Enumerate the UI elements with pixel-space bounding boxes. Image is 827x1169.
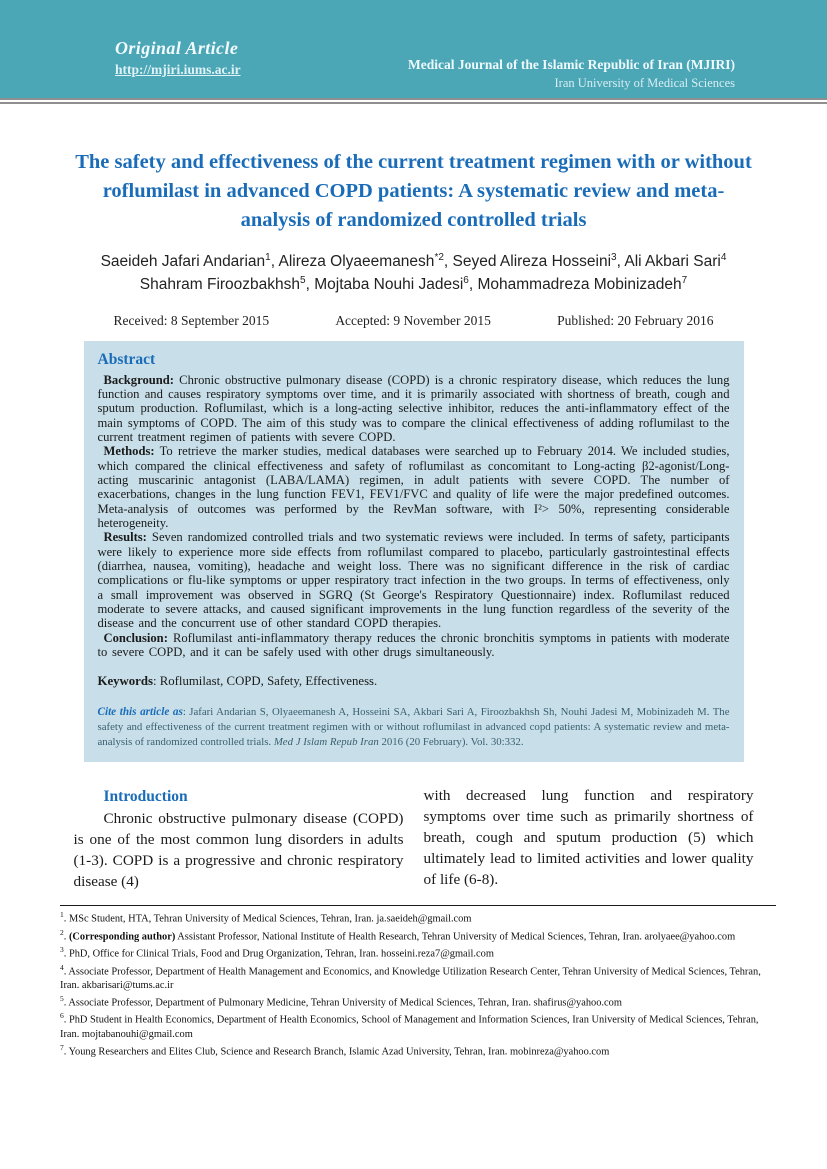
author: Mojtaba Nouhi Jadesi$^6$, xyxy=(314,274,478,294)
intro-right-column xyxy=(424,786,754,893)
university-name: Iran University of Medical Sciences xyxy=(554,76,735,90)
intro-paragraph-right: with decreased lung function and respiratory symptoms over time such as primarily shortness of breath, cough and sputum production (5) which ultimately lead to limited activities and lower quality of life (6-8). xyxy=(423,787,754,888)
abstract-box xyxy=(84,341,744,762)
abstract-conclusion: Conclusion: Roflumilast anti-inflammatory therapy reduces the chronic bronchitis symptoms in patients with moderate to severe COPD, and it can be safely used with other drugs simultaneously. xyxy=(97,630,730,660)
author: Alireza Olyaeemanesh$^{*2}$, xyxy=(278,252,453,271)
author: Shahram Firoozbakhsh$^5$, xyxy=(139,274,315,294)
footnote-5: $^5$. Associate Professor, Department of Pulmonary Medicine, Tehran University of Medical Sciences, Tehran, Iran. shafirus@yahoo.com xyxy=(60,993,622,1009)
introduction-section xyxy=(74,786,754,893)
footnote-4: $^4$. Associate Professor, Department of Health Management and Economics, and Knowledge Utilization Research Center, Tehran University of Medical Sciences, Tehran, Iran. akbarisari@tums.ac.ir xyxy=(60,962,761,991)
author-line-2 xyxy=(0,274,827,297)
intro-left-column xyxy=(74,786,404,893)
cite-journal-name: Med J Islam Repub Iran xyxy=(273,736,379,749)
citation: Cite this article as: Jafari Andarian S, Olyaeemanesh A, Hosseini SA, Akbari Sari A, Firoozbakhsh Sh, Nouhi Jadesi M, Mobinizadeh M. The safety and effectiveness of the current treatment regimen with or without roflumilast in advanced copd patients: A systematic review and meta-analysis of randomized controlled trials. Med J Islam Repub Iran 2016 (20 February). Vol. 30:332. xyxy=(97,705,730,749)
author: Ali Akbari Sari$^4$ xyxy=(624,252,727,271)
footnote-7: $^7$. Young Researchers and Elites Club, Science and Research Branch, Islamic Azad University, Tehran, Iran. mobinreza@yahoo.com xyxy=(60,1042,610,1058)
author: Mohammadreza Mobinizadeh$^7$ xyxy=(477,274,688,294)
keywords: Keywords: Roflumilast, COPD, Safety, Effectiveness. xyxy=(97,674,378,689)
published-date: Published: 20 February 2016 xyxy=(557,312,714,328)
journal-url-link[interactable]: http://mjiri.iums.ac.ir xyxy=(115,62,241,77)
paper-title: The safety and effectiveness of the current treatment regimen with or without roflumilast in advanced COPD patients: A systematic review and meta-analysis of randomized controlled trials xyxy=(75,151,752,232)
cite-label: Cite this article as xyxy=(97,705,183,718)
footnote-rule xyxy=(60,905,776,906)
abstract-methods: Methods: To retrieve the marker studies, medical databases were searched up to February 2014. We included studies, which compared the clinical effectiveness and safety of roflumilast as concomitant to Long-acting β2-agonist/Long-acting muscarinic antagonist (LABA/LAMA) regimen, in adult patients with severe COPD. The number of exacerbations, changes in the lung function FEV1, FEV1/FVC and quality of life were the major predefined outcomes. Meta-analysis of outcomes was performed by the RevMan software, with I²> 50%, representing considerable heterogeneity. xyxy=(97,444,730,531)
author-list xyxy=(0,251,827,296)
footnote-3: $^3$. PhD, Office for Clinical Trials, Food and Drug Organization, Tehran, Iran. hosseini.reza7@gmail.com xyxy=(60,945,494,960)
author: Saeideh Jafari Andarian$^1$, xyxy=(100,252,279,271)
masthead-left-block xyxy=(115,38,241,79)
abstract-background: Background: Chronic obstructive pulmonary disease (COPD) is a chronic respiratory disease, which reduces the lung function and causes respiratory symptoms over time, and it is primarily associated with shortness of breath, cough and sputum production. Roflumilast, which is a long-acting selective inhibitor, reduces the anti-inflammatory effect of the main symptoms of COPD. The aim of this study was to compare the clinical effectiveness of adding roflumilast to the current treatment regimen of patients with severe COPD. xyxy=(97,372,730,444)
abstract-heading: Abstract xyxy=(97,350,156,368)
author: Seyed Alireza Hosseini$^3$, xyxy=(452,252,625,271)
author-line-1 xyxy=(0,251,827,274)
journal-masthead xyxy=(0,0,827,98)
footnote-1: $^1$. MSc Student, HTA, Tehran University of Medical Sciences, Tehran, Iran. ja.saeideh@gmail.com xyxy=(60,910,472,925)
abstract-results: Results: Seven randomized controlled trials and two systematic reviews were included. In terms of safety, participants were likely to experience more side effects from roflumilast compared to placebo, particularly gastrointestinal effects (diarrhea, nausea, vomiting), headache and weight loss. There was no significant difference in the risk of cardiac complications or flu-like symptoms or upper respiratory tract infection in the two groups. In terms of effectiveness, only a small improvement was observed in SGRQ (St George's Respiratory Questionnaire) index. Roflumilast reduced moderate to severe attacks, and caused significant improvements in the lung function regardless of the severity of the disease and the concurrent use of other standard COPD therapies. xyxy=(97,530,730,631)
footnote-6: $^6$. PhD Student in Health Economics, Department of Health Economics, School of Management and Information Sciences, Iran University of Medical Sciences, Tehran, Iran. mojtabanouhi@gmail.com xyxy=(60,1011,759,1040)
footnotes-block xyxy=(60,910,776,1059)
intro-paragraph-left: Chronic obstructive pulmonary disease (COPD) is one of the most common lung disorders in adults (1-3). COPD is a progressive and chronic respiratory disease (4) xyxy=(73,810,404,891)
footnote-2: $^2$. (Corresponding author) Assistant Professor, National Institute of Health Research, Tehran University of Medical Sciences, Tehran, Iran. arolyaee@yahoo.com xyxy=(60,927,736,943)
article-type-label: Original Article xyxy=(115,38,239,58)
accepted-date: Accepted: 9 November 2015 xyxy=(335,312,491,328)
masthead-separator xyxy=(0,98,827,104)
dates-row xyxy=(84,313,744,329)
journal-name: Medical Journal of the Islamic Republic of Iran (MJIRI) xyxy=(408,57,735,72)
introduction-heading: Introduction xyxy=(103,788,188,806)
masthead-right-block xyxy=(408,57,735,91)
received-date: Received: 8 September 2015 xyxy=(113,312,270,328)
